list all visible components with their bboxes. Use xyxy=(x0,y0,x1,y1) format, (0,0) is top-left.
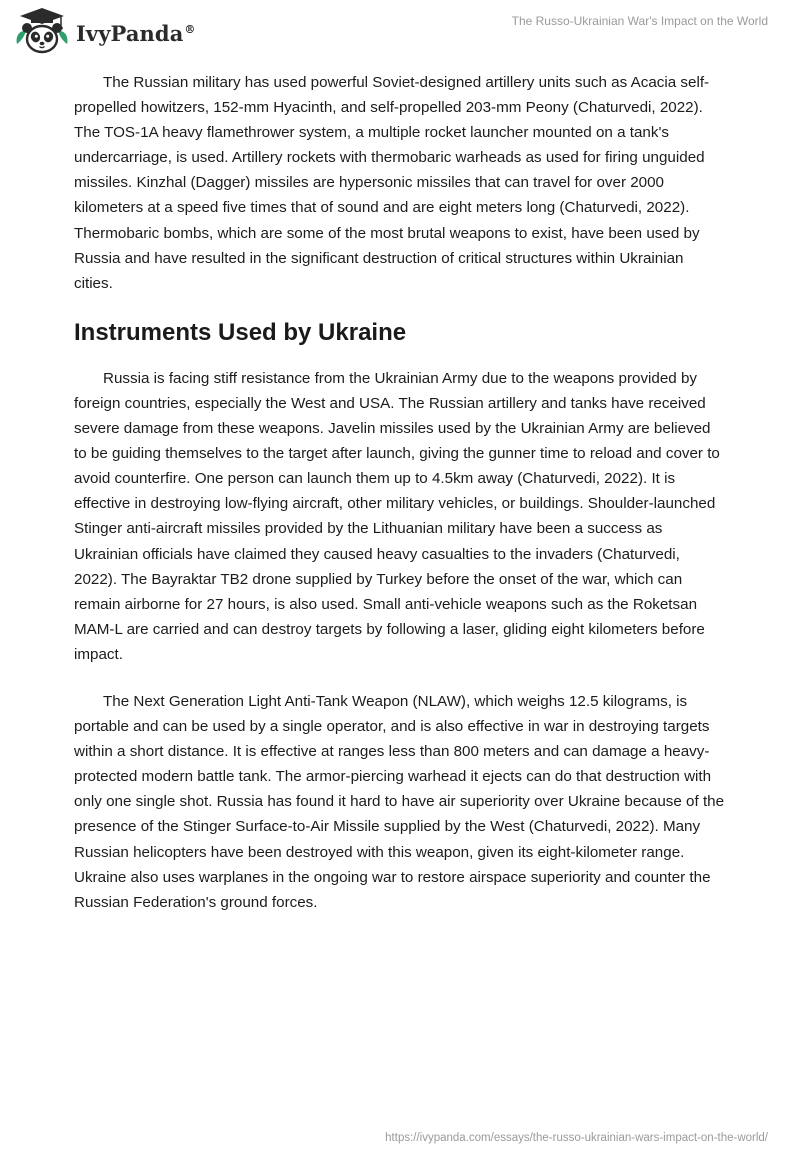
paragraph-nlaw: The Next Generation Light Anti-Tank Weapon (NLAW), which weighs 12.5 kilograms, is portable and can be used by a single operator, and is also effective in war in destroying targets within a short distance. It is effective at ranges less than 800 meters and can damage a heavy-protected modern battle tank. The armor-piercing warhead it ejects can do that destruction with only one single shot. Russia has found it hard to have air superiority over Ukraine because of the presence of the Stinger Surface-to-Air Missile supplied by the West (Chaturvedi, 2022). Many Russian helicopters have been destroyed with this weapon, given its eight-kilometer range. Ukraine also uses warplanes in the ongoing war to restore airspace superiority and counter the Russian Federation's ground forces. xyxy=(74,692,725,911)
panda-logo-icon xyxy=(14,6,70,56)
page-header xyxy=(0,0,800,64)
document-title: The Russo-Ukrainian War's Impact on the World xyxy=(511,14,768,28)
paragraph-foreign-weapons: Russia is facing stiff resistance from the Ukrainian Army due to the weapons provided by foreign countries, especially the West and USA. The Russian artillery and tanks have received severe damage from these weapons. Javelin missiles used by the Ukrainian Army are believed to be guiding themselves to the target after launch, giving the gunner time to reload and cover to avoid counterfire. One person can launch them up to 4.5km away (Chaturvedi, 2022). It is effective in destroying low-flying aircraft, other military vehicles, or buildings. Shoulder-launched Stinger anti-aircraft missiles provided by the Lithuanian military have been a success as Ukrainian officials have claimed they caused heavy casualties to the invaders (Chaturvedi, 2022). The Bayraktar TB2 drone supplied by Turkey before the onset of the war, which can remain airborne for 27 hours, is also used. Small anti-vehicle weapons such as the Roketsan MAM-L are carried and can destroy targets by following a laser, gliding eight kilometers before impact. xyxy=(74,369,720,663)
source-url-link[interactable]: https://ivypanda.com/essays/the-russo-ukrainian-wars-impact-on-the-world/ xyxy=(385,1132,768,1144)
brand-name: IvyPanda® xyxy=(76,20,196,46)
essay-content xyxy=(74,70,726,937)
section-heading-ukraine-instruments: Instruments Used by Ukraine xyxy=(74,318,407,346)
registered-mark: ® xyxy=(184,22,196,36)
ivypanda-logo[interactable] xyxy=(14,6,196,56)
paragraph-russian-artillery: The Russian military has used powerful Soviet-designed artillery units such as Acacia self-propelled howitzers, 152-mm Hyacinth, and self-propelled 203-mm Peony (Chaturvedi, 2022). The TOS-1A heavy flamethrower system, a multiple rocket launcher mounted on a tank's undercarriage, is used. Artillery rockets with thermobaric warheads as used for firing unguided missiles. Kinzhal (Dagger) missiles are hypersonic missiles that can travel for over 2000 kilometers at a speed five times that of sound and are eight meters long (Chaturvedi, 2022). Thermobaric bombs, which are some of the most brutal weapons to exist, have been used by Russia and have resulted in the significant destruction of critical structures within Ukrainian cities. xyxy=(74,74,710,292)
